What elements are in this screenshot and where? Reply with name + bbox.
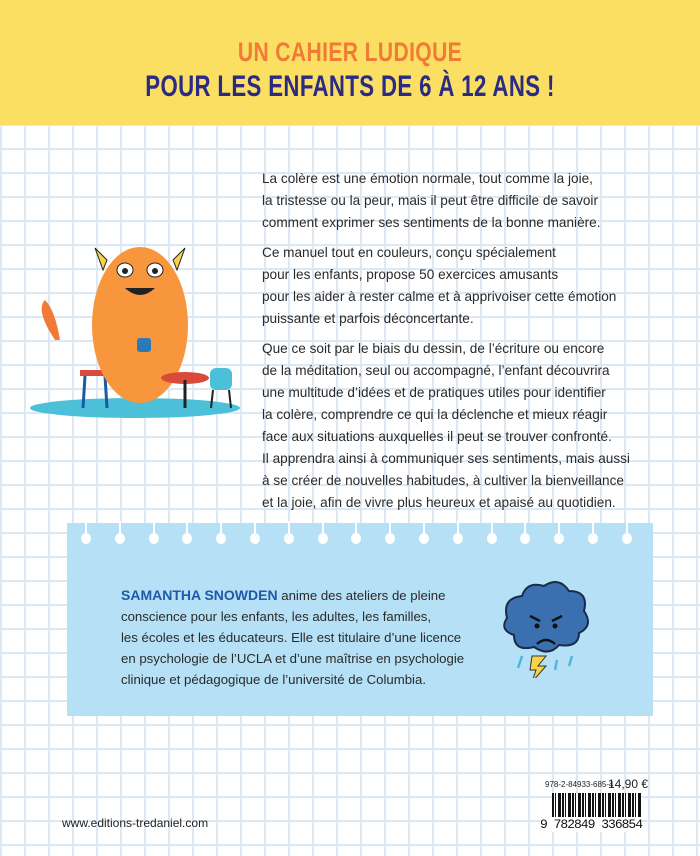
text-line: Ce manuel tout en couleurs, conçu spécialement <box>262 245 556 260</box>
monster-illustration <box>25 230 245 425</box>
text-line: de la méditation, seul ou accompagné, l’enfant découvrira <box>262 363 610 378</box>
text-line: la tristesse ou la peur, mais il peut être difficile de savoir <box>262 193 598 208</box>
text-line: puissante et parfois déconcertante. <box>262 311 474 326</box>
paragraph-3 <box>262 338 682 514</box>
binder-ring <box>588 531 598 545</box>
text-line: Il apprendra ainsi à communiquer ses sentiments, mais aussi <box>262 451 630 466</box>
tagline-line1: UN CAHIER LUDIQUE <box>237 37 463 67</box>
binder-ring <box>554 531 564 545</box>
binder-ring <box>385 531 395 545</box>
binder-ring <box>115 531 125 545</box>
text-line: les écoles et les éducateurs. Elle est titulaire d’une licence <box>121 630 462 645</box>
description <box>262 168 682 522</box>
binder-ring <box>284 531 294 545</box>
storm-cloud-icon <box>492 578 592 678</box>
barcode-digits: 9 782849 336854 <box>540 817 643 832</box>
text-line: face aux situations auxquelles il peut se trouver confronté. <box>262 429 612 444</box>
binder-ring <box>318 531 328 545</box>
binder-ring <box>487 531 497 545</box>
text-line: Que ce soit par le biais du dessin, de l’écriture ou encore <box>262 341 605 356</box>
binder-ring <box>520 531 530 545</box>
binder-ring <box>182 531 192 545</box>
text-line: et la joie, afin de vivre plus heureux et apaisé au quotidien. <box>262 495 616 510</box>
binder-ring <box>622 531 632 545</box>
text-line: une multitude d’idées et de pratiques utiles pour identifier <box>262 385 606 400</box>
binder-ring <box>149 531 159 545</box>
text: anime des ateliers de pleine <box>277 588 446 603</box>
isbn: 978-2-84933-685-4 <box>545 780 614 789</box>
text-line: pour les enfants, propose 50 exercices amusants <box>262 267 559 282</box>
text-line <box>121 585 464 606</box>
binder-ring <box>351 531 361 545</box>
paragraph-1 <box>262 168 682 234</box>
text-line: La colère est une émotion normale, tout comme la joie, <box>262 171 593 186</box>
paragraph-2 <box>262 242 682 330</box>
binder-ring <box>250 531 260 545</box>
author-bio <box>121 585 464 690</box>
header-banner <box>0 0 700 125</box>
tagline-line2: POUR LES ENFANTS DE 6 À 12 ANS ! <box>145 70 555 103</box>
text-line: la colère, comprendre ce qui la déclenche et mieux réagir <box>262 407 608 422</box>
author-name: SAMANTHA SNOWDEN <box>121 587 278 603</box>
binder-ring <box>216 531 226 545</box>
binder-ring <box>419 531 429 545</box>
price: 14,90 € <box>608 777 649 791</box>
text-line: pour les aider à rester calme et à apprivoiser cette émotion <box>262 289 617 304</box>
publisher-website-link[interactable]: www.editions-tredaniel.com <box>62 816 209 830</box>
binder-ring <box>81 531 91 545</box>
binder-ring <box>453 531 463 545</box>
text-line: à se créer de nouvelles habitudes, à cultiver la bienveillance <box>262 473 624 488</box>
text-line: conscience pour les enfants, les adultes, les familles, <box>121 609 432 624</box>
author-card <box>67 523 653 716</box>
text-line: comment exprimer ses sentiments de la bonne manière. <box>262 215 601 230</box>
text-line: clinique et pédagogique de l’université de Columbia. <box>121 672 426 687</box>
text-line: en psychologie de l’UCLA et d’une maîtrise en psychologie <box>121 651 465 666</box>
